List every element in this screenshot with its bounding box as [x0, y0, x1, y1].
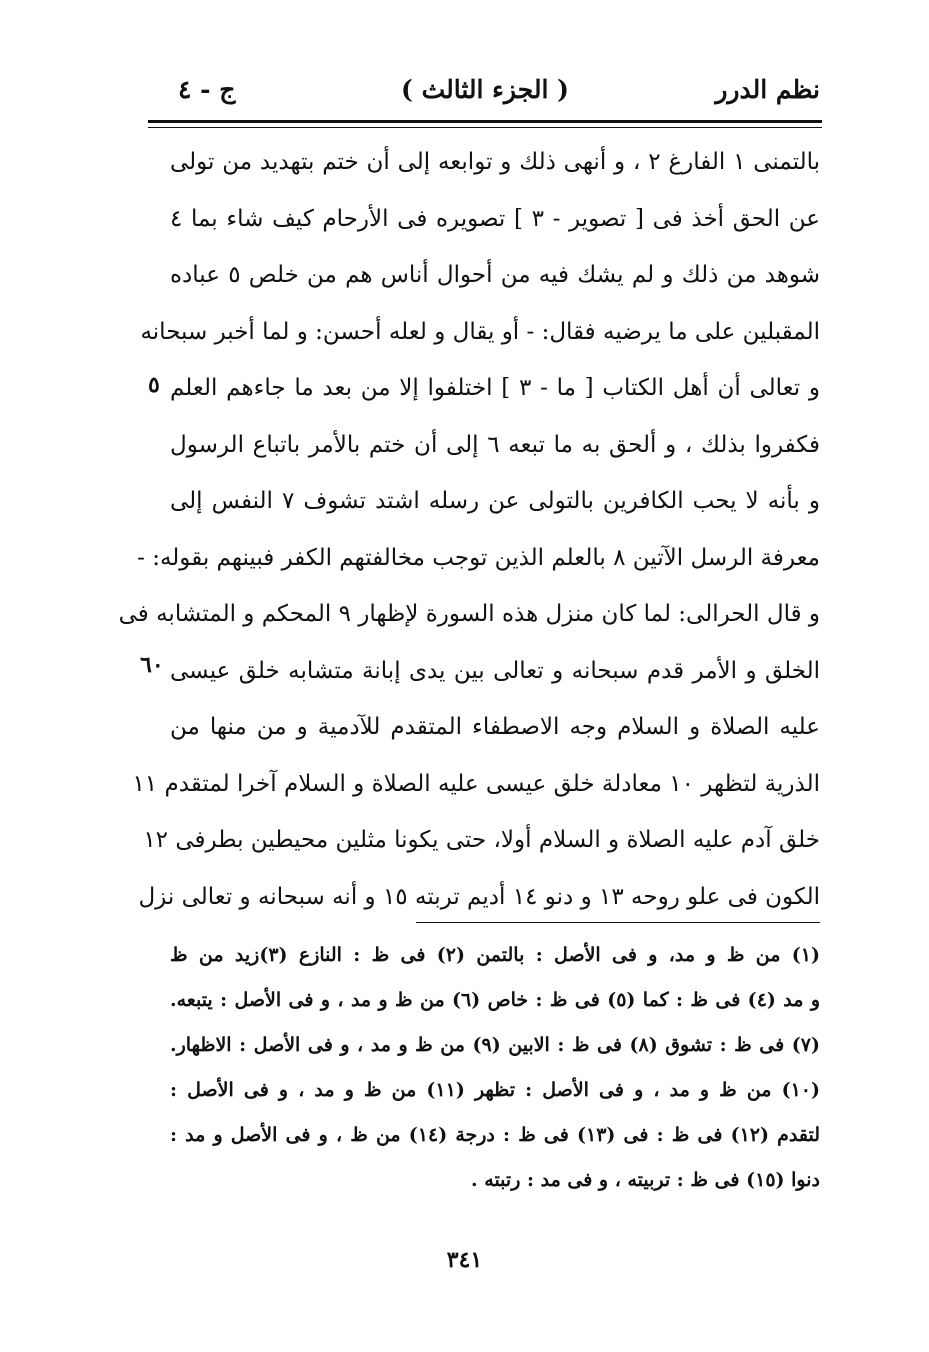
footnote-line: و مد (٤) فى ظ : كما (٥) فى ظ : خاص (٦) من ظ و مد ، و فى الأصل : يتبعه. — [170, 989, 821, 1011]
part-title: ( الجزء الثالث ) — [401, 75, 569, 104]
text-line: و قال الحرالى: لما كان منزل هذه السورة لإظهار ٩ المحكم و المتشابه فى — [118, 601, 820, 627]
text-line: و تعالى أن أهل الكتاب [ ما - ٣ ] اختلفوا إلا من بعد ما جاءهم العلم — [170, 375, 820, 401]
book-title: نظم الدرر — [715, 75, 820, 104]
margin-line-number: ٥ — [148, 372, 160, 398]
text-line: الخلق و الأمر قدم سبحانه و تعالى بين يدى إبانة متشابه خلق عيسى — [170, 657, 820, 684]
text-line: الكون فى علو روحه ١٣ و دنو ١٤ أديم تربته ١٥ و أنه سبحانه و تعالى نزل — [138, 883, 820, 910]
text-line: عليه الصلاة و السلام وجه الاصطفاء المتقدم للآدمية و من منها من — [170, 714, 820, 740]
volume-label: ج - ٤ — [178, 75, 236, 104]
header-rule-thick — [148, 120, 822, 123]
page-number: ٣٤١ — [446, 1247, 483, 1273]
footnote-line: دنوا (١٥) فى ظ : تربيته ، و فى مد : رتبته . — [471, 1169, 820, 1191]
header-rule-thin — [148, 127, 822, 128]
text-line: المقبلين على ما يرضيه فقال: - أو يقال و لعله أحسن: و لما أخبر سبحانه — [140, 318, 820, 345]
text-line: بالتمنى ١ الفارغ ٢ ، و أنهى ذلك و توابعه إلى أن ختم بتهديد من تولى — [170, 149, 821, 175]
text-line: معرفة الرسل الآتين ٨ بالعلم الذين توجب مخالفتهم الكفر فبينهم بقوله: - — [137, 544, 820, 571]
footnote-line: (١٠) من ظ و مد ، و فى الأصل : تظهر (١١) من ظ و مد ، و فى الأصل : — [170, 1079, 821, 1101]
footnote-line: لتقدم (١٢) فى ظ : فى (١٣) فى ظ : درجة (١٤) من ظ ، و فى الأصل و مد : — [170, 1124, 821, 1146]
text-line: الذرية لتظهر ١٠ معادلة خلق عيسى عليه الصلاة و السلام آخرا لمتقدم ١١ — [132, 770, 820, 797]
footnotes — [170, 933, 820, 1203]
text-line: شوهد من ذلك و لم يشك فيه من أحوال أناس هم من خلص ٥ عباده — [170, 262, 820, 288]
text-line: فكفروا بذلك ، و ألحق به ما تبعه ٦ إلى أن ختم بالأمر باتباع الرسول — [170, 431, 820, 458]
text-line: خلق آدم عليه الصلاة و السلام أولا، حتى يكونا مثلين محيطين بطرفى ١٢ — [143, 827, 820, 853]
footnote-line: (٧) فى ظ : تشوق (٨) فى ظ : الابين (٩) من ظ و مد ، و فى الأصل : الاظهار. — [170, 1034, 820, 1056]
footnote-line: (١) من ظ و مد، و فى الأصل : بالتمن (٢) فى ظ : النازع (٣)زيد من ظ — [170, 944, 820, 966]
running-header — [150, 72, 820, 112]
text-line: و بأنه لا يحب الكافرين بالتولى عن رسله اشتد تشوف ٧ النفس إلى — [170, 488, 820, 514]
text-line: عن الحق أخذ فى [ تصوير - ٣ ] تصويره فى الأرحام كيف شاء بما ٤ — [170, 205, 820, 232]
margin-line-number: ٦٠ — [140, 652, 164, 678]
footnote-separator — [416, 922, 820, 923]
